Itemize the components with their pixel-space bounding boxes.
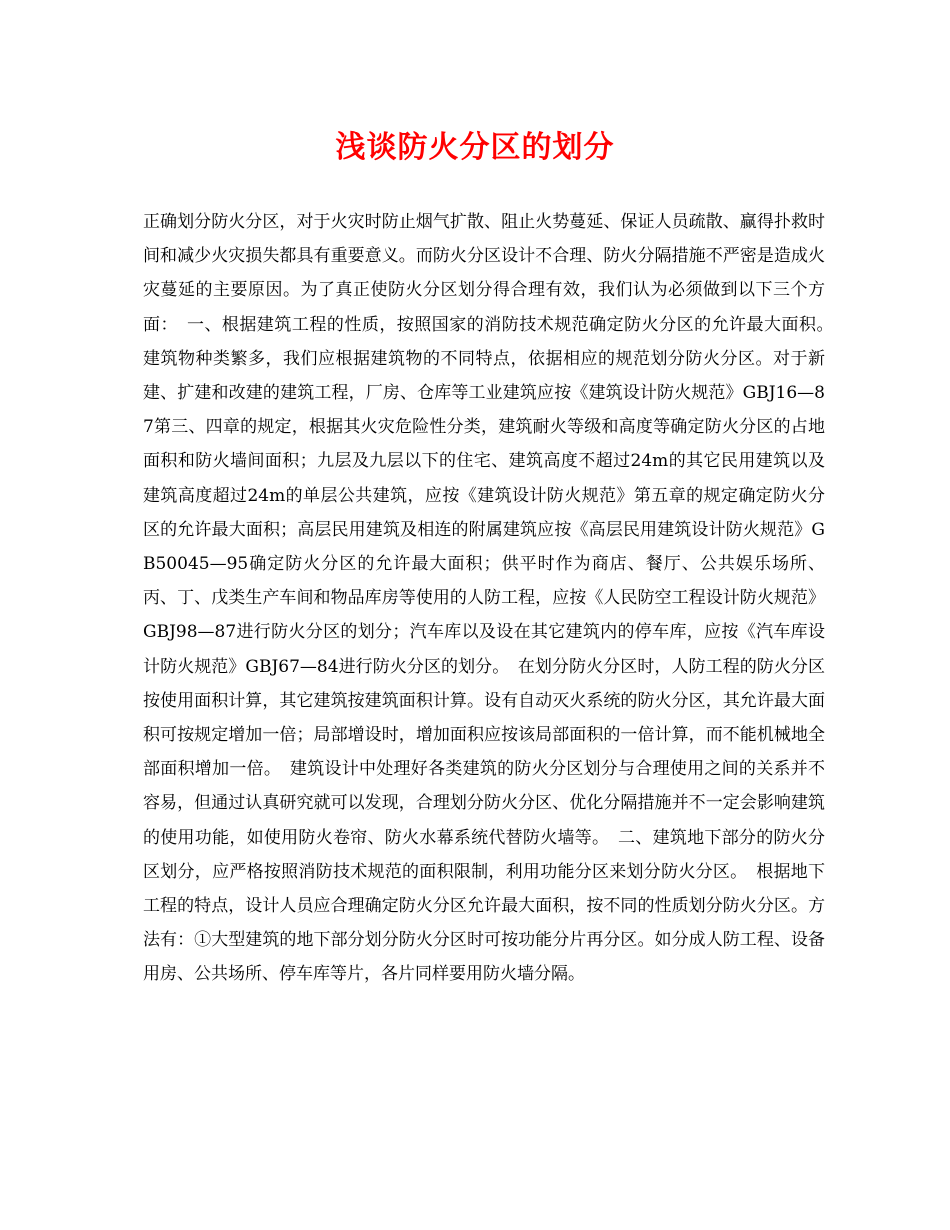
document-body-paragraph: 正确划分防火分区，对于火灾时防止烟气扩散、阻止火势蔓延、保证人员疏散、赢得扑救时间和减少火灾损失都具有重要意义。而防火分区设计不合理、防火分隔措施不严密是造成火灾蔓延的主要原因。为了真正使防火分区划分得合理有效，我们认为必须做到以下三个方面： 一、根据建筑工程的性质，按照国家的消防技术规范确定防火分区的允许最大面积。 建筑物种类繁多，我们应根据建筑物的不同特点，依据相应的规范划分防火分区。对于新建、扩建和改建的建筑工程，厂房、仓库等工业建筑应按《建筑设计防火规范》GBJ16—87第三、四章的规定，根据其火灾危险性分类，建筑耐火等级和高度等确定防火分区的占地面积和防火墙间面积；九层及九层以下的住宅、建筑高度不超过24m的其它民用建筑以及建筑高度超过24m的单层公共建筑，应按《建筑设计防火规范》第五章的规定确定防火分区的允许最大面积；高层民用建筑及相连的附属建筑应按《高层民用建筑设计防火规范》GB50045—95确定防火分区的允许最大面积；供平时作为商店、餐厅、公共娱乐场所、丙、丁、戊类生产车间和物品库房等使用的人防工程，应按《人民防空工程设计防火规范》GBJ98—87进行防火分区的划分；汽车库以及设在其它建筑内的停车库，应按《汽车库设计防火规范》GBJ67—84进行防火分区的划分。 在划分防火分区时，人防工程的防火分区按使用面积计算，其它建筑按建筑面积计算。设有自动灭火系统的防火分区，其允许最大面积可按规定增加一倍；局部增设时，增加面积应按该局部面积的一倍计算，而不能机械地全部面积增加一倍。 建筑设计中处理好各类建筑的防火分区划分与合理使用之间的关系并不容易，但通过认真研究就可以发现，合理划分防火分区、优化分隔措施并不一定会影响建筑的使用功能，如使用防火卷帘、防火水幕系统代替防火墙等。 二、建筑地下部分的防火分区划分，应严格按照消防技术规范的面积限制，利用功能分区来划分防火分区。 根据地下工程的特点，设计人员应合理确定防火分区允许最大面积，按不同的性质划分防火分区。方法有：①大型建筑的地下部分划分防火分区时可按功能分片再分区。如分成人防工程、设备用房、公共场所、停车库等片，各片同样要用防火墙分隔。 [143,212,842,985]
document-title: 浅谈防火分区的划分 [335,130,615,165]
